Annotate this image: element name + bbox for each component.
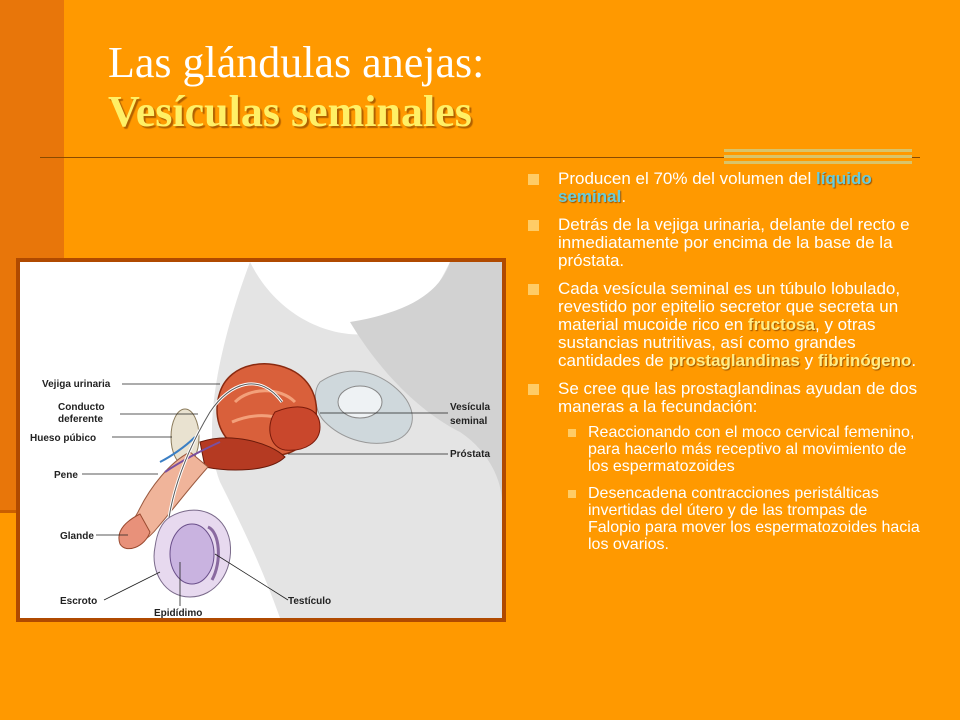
label-testiculo: Testículo xyxy=(288,596,332,607)
slide-title xyxy=(108,38,908,137)
bullet-3-text: Cada vesícula seminal es un túbulo lobulado, revestido por epitelio secretor que secreta un material mucoide rico en xyxy=(558,279,901,334)
bullet-content xyxy=(524,170,924,563)
label-vesicula-1: Vesícula xyxy=(450,402,491,413)
label-vesicula-2: seminal xyxy=(450,416,488,427)
keyword-liquido-seminal: líquido seminal xyxy=(558,169,872,206)
bullet-item-1 xyxy=(524,170,924,206)
anatomy-figure xyxy=(16,258,506,622)
label-prostata: Próstata xyxy=(450,449,491,460)
label-hueso: Hueso púbico xyxy=(30,433,97,444)
bullet-4-text: Se cree que las prostaglandinas ayudan de dos maneras a la fecundación: xyxy=(558,379,918,416)
label-conducto-1: Conducto xyxy=(58,402,105,413)
sub-bullet-1-text: Reaccionando con el moco cervical femenino, para hacerlo más receptivo al movimiento de los espermatozoides xyxy=(588,424,915,475)
decorative-line-3 xyxy=(724,161,912,164)
sub-bullet-list xyxy=(558,424,924,553)
title-line-1: Las glándulas anejas: xyxy=(108,38,485,87)
label-epididimo: Epidídimo xyxy=(154,608,203,618)
sub-bullet-2-text: Desencadena contracciones peristálticas invertidas del útero y de las trompas de Falopio para mover los espermatozoides hacia los ovarios. xyxy=(588,485,920,553)
title-line-2: Vesículas seminales xyxy=(108,87,472,137)
keyword-fructosa: fructosa xyxy=(747,315,815,334)
decorative-line-1 xyxy=(724,149,912,152)
keyword-prostaglandinas: prostaglandinas xyxy=(668,351,800,370)
bullet-1-end: . xyxy=(621,187,627,206)
bullet-list xyxy=(524,170,924,553)
sub-bullet-item-2 xyxy=(558,485,924,553)
label-pene: Pene xyxy=(54,470,78,481)
bullet-3-and: y xyxy=(799,351,818,370)
bullet-item-3 xyxy=(524,280,924,370)
bullet-item-4 xyxy=(524,380,924,553)
label-escroto: Escroto xyxy=(60,596,98,607)
decorative-line-2 xyxy=(724,155,912,158)
testis-shape xyxy=(170,524,214,584)
bullet-1-text: Producen el 70% del volumen del xyxy=(558,169,816,188)
bullet-2-text: Detrás de la vejiga urinaria, delante del recto e inmediatamente por encima de la base de la próstata. xyxy=(558,215,910,270)
anatomy-illustration xyxy=(20,262,502,618)
keyword-fibrinogeno: fibrinógeno xyxy=(817,351,912,370)
label-glande: Glande xyxy=(60,531,94,542)
bullet-3-mid: , y otras sustancias nutritivas, así como grandes cantidades de xyxy=(558,315,876,370)
sub-bullet-item-1 xyxy=(558,424,924,475)
label-vejiga: Vejiga urinaria xyxy=(42,379,111,390)
bullet-3-end: . xyxy=(911,351,917,370)
bullet-item-2 xyxy=(524,216,924,270)
label-conducto-2: deferente xyxy=(58,414,104,425)
